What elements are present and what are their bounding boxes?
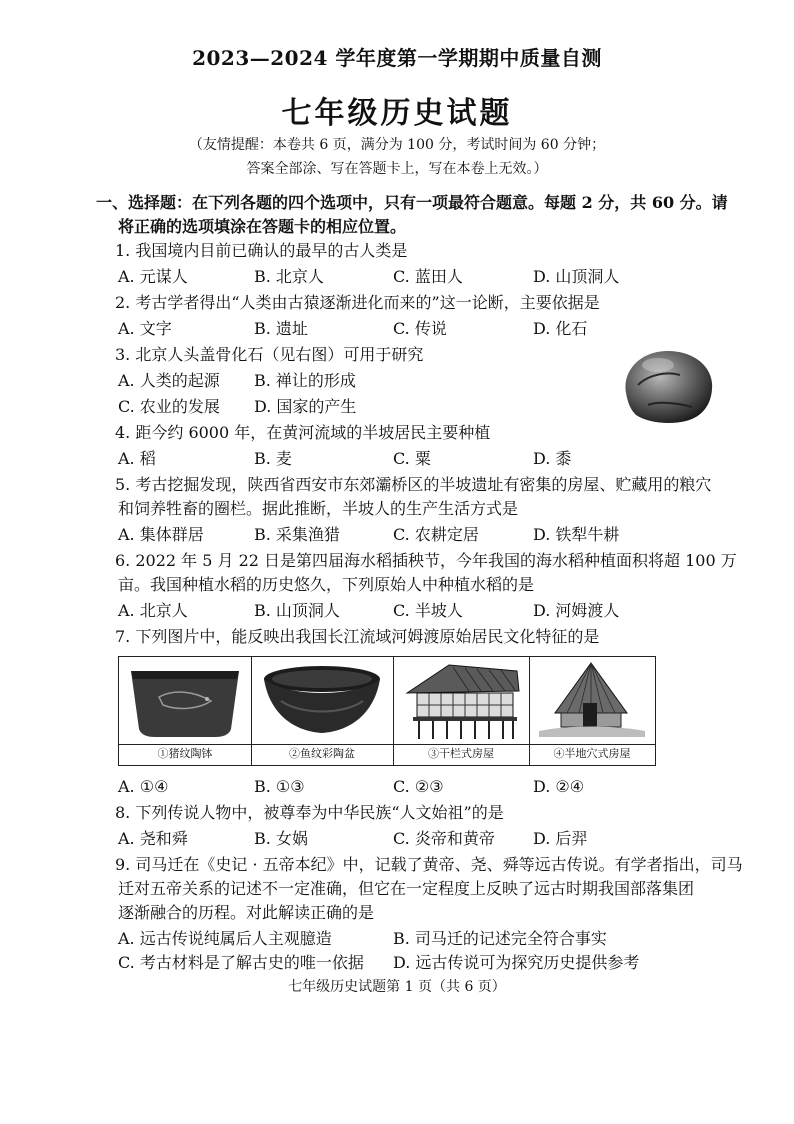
section-heading-line-2: 将正确的选项填涂在答题卡的相应位置。: [118, 217, 407, 236]
q2-option-c: C. 传说: [393, 319, 447, 338]
q8-option-d: D. 后羿: [533, 829, 588, 848]
q5-option-c: C. 农耕定居: [393, 525, 479, 544]
semi-subterranean-house-image: [529, 657, 655, 743]
question-5-stem-line-1: 5. 考古挖掘发现，陕西省西安市东郊灞桥区的半坡遗址有密集的房屋、贮藏用的粮穴: [115, 475, 712, 494]
q4-option-b: B. 麦: [254, 449, 292, 468]
question-6-stem-line-2: 亩。我国种植水稻的历史悠久，下列原始人中种植水稻的是: [118, 575, 535, 594]
notice-line-2: 答案全部涂、写在答题卡上，写在本卷上无效。）: [246, 161, 548, 177]
figure-cell-1: [119, 657, 252, 765]
q4-option-a: A. 稻: [118, 449, 156, 468]
question-1-stem: 1. 我国境内目前已确认的最早的古人类是: [115, 241, 408, 260]
q7-option-d: D. ②④: [533, 777, 585, 796]
q1-option-b: B. 北京人: [254, 267, 324, 286]
q4-option-d: D. 黍: [533, 449, 572, 468]
q3-option-b: B. 禅让的形成: [254, 371, 356, 390]
q2-option-b: B. 遗址: [254, 319, 308, 338]
question-5-stem-line-2: 和饲养牲畜的圈栏。据此推断，半坡人的生产生活方式是: [118, 499, 519, 518]
q9-option-c: C. 考古材料是了解古史的唯一依据: [118, 953, 364, 972]
q6-option-d: D. 河姆渡人: [533, 601, 620, 620]
q6-option-c: C. 半坡人: [393, 601, 463, 620]
q3-option-d: D. 国家的产生: [254, 397, 357, 416]
question-3-stem: 3. 北京人头盖骨化石（见右图）可用于研究: [115, 345, 424, 364]
q9-option-b: B. 司马迁的记述完全符合事实: [393, 929, 607, 948]
q4-option-c: C. 粟: [393, 449, 431, 468]
q5-option-b: B. 采集渔猎: [254, 525, 340, 544]
question-2-stem: 2. 考古学者得出“人类由古猿逐渐进化而来的”这一论断，主要依据是: [115, 293, 600, 312]
figure-caption-3: ③干栏式房屋: [393, 744, 529, 763]
q5-option-a: A. 集体群居: [118, 525, 204, 544]
question-9-stem-line-1: 9. 司马迁在《史记 · 五帝本纪》中，记载了黄帝、尧、舜等远古传说。有学者指出，司马: [115, 855, 743, 874]
notice-line-1: （友情提醒：本卷共 6 页，满分为 100 分，考试时间为 60 分钟；: [188, 137, 606, 153]
exam-title: 2023—2024 学年度第一学期期中质量自测: [192, 46, 602, 70]
question-6-stem-line-1: 6. 2022 年 5 月 22 日是第四届海水稻插秧节，今年我国的海水稻种植面积将超 100 万: [115, 551, 737, 570]
q3-option-c: C. 农业的发展: [118, 397, 220, 416]
stilt-house-image: [393, 657, 529, 743]
question-8-stem: 8. 下列传说人物中，被尊奉为中华民族“人文始祖”的是: [115, 803, 504, 822]
q2-option-d: D. 化石: [533, 319, 588, 338]
q9-option-a: A. 远古传说纯属后人主观臆造: [118, 929, 332, 948]
figure-cell-2: [251, 657, 394, 765]
peking-man-skull-image: [618, 345, 718, 427]
fish-pattern-basin-image: [251, 657, 393, 743]
q1-option-c: C. 蓝田人: [393, 267, 463, 286]
q8-option-b: B. 女娲: [254, 829, 308, 848]
q3-option-a: A. 人类的起源: [118, 371, 220, 390]
q6-option-b: B. 山顶洞人: [254, 601, 340, 620]
q8-option-a: A. 尧和舜: [118, 829, 188, 848]
pig-pattern-bowl-image: [119, 657, 251, 743]
question-7-stem: 7. 下列图片中，能反映出我国长江流域河姆渡原始居民文化特征的是: [115, 627, 600, 646]
question-9-stem-line-2: 迁对五帝关系的记述不一定准确，但它在一定程度上反映了远古时期我国部落集团: [118, 879, 695, 898]
figure-caption-1: ①猪纹陶钵: [119, 744, 251, 763]
q1-option-d: D. 山顶洞人: [533, 267, 620, 286]
q1-option-a: A. 元谋人: [118, 267, 188, 286]
q9-option-d: D. 远古传说可为探究历史提供参考: [393, 953, 640, 972]
question-9-stem-line-3: 逐渐融合的历程。对此解读正确的是: [118, 903, 375, 922]
page-footer: 七年级历史试题第 1 页（共 6 页）: [288, 979, 506, 995]
q7-option-b: B. ①③: [254, 777, 305, 796]
q8-option-c: C. 炎帝和黄帝: [393, 829, 495, 848]
question-4-stem: 4. 距今约 6000 年，在黄河流域的半坡居民主要种植: [115, 423, 491, 442]
subject-title: 七年级历史试题: [281, 96, 513, 131]
q2-option-a: A. 文字: [118, 319, 172, 338]
q7-option-c: C. ②③: [393, 777, 444, 796]
figure-caption-2: ②鱼纹彩陶盆: [251, 744, 393, 763]
q5-option-d: D. 铁犁牛耕: [533, 525, 620, 544]
section-heading-line-1: 一、选择题：在下列各题的四个选项中，只有一项最符合题意。每题 2 分，共 60 分。请: [96, 193, 728, 212]
figure-cell-3: [393, 657, 530, 765]
artifact-figure-panel: [118, 656, 656, 766]
figure-caption-4: ④半地穴式房屋: [529, 744, 655, 763]
figure-cell-4: [529, 657, 655, 765]
q6-option-a: A. 北京人: [118, 601, 188, 620]
q7-option-a: A. ①④: [118, 777, 169, 796]
